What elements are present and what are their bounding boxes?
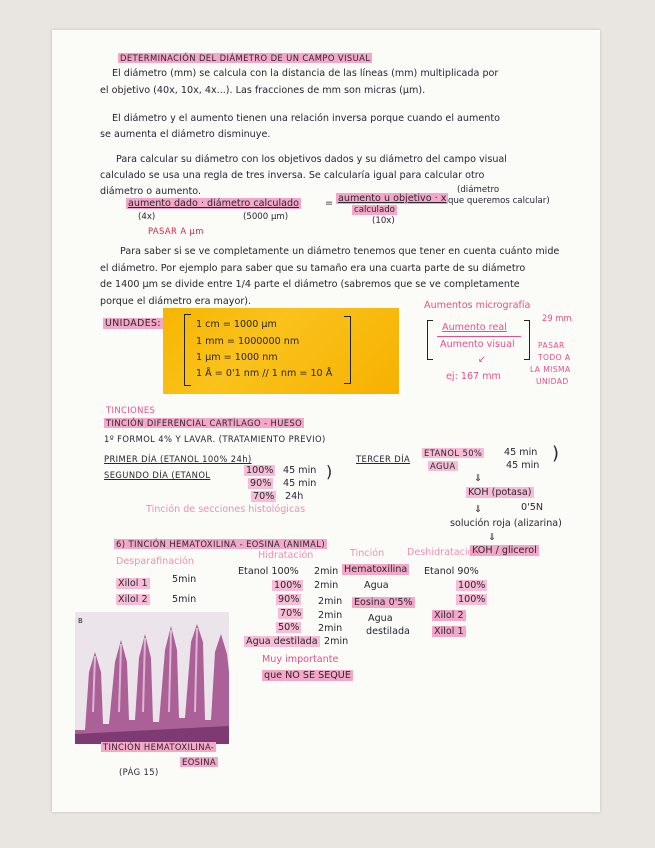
formula-note: que queremos calcular) — [448, 196, 550, 206]
section-title — [118, 52, 372, 64]
paragraph-line: se aumenta el diámetro disminuye. — [100, 129, 271, 140]
reagent: Xilol 1 — [434, 626, 464, 637]
step-cell: Etanol 100% — [238, 566, 299, 577]
sections-title: Tinción de secciones histológicas — [146, 504, 306, 515]
paragraph-line: de 1400 µm se divide entre 1/4 parte el diámetro (sabremos que se ve completamente — [100, 279, 520, 290]
conc: 100% — [246, 465, 274, 476]
step-cell — [244, 636, 320, 648]
step-time: 5min — [172, 594, 197, 605]
units-bracket-right — [344, 316, 351, 384]
formula-equals: = — [325, 198, 334, 209]
dehydration-cell: Etanol 90% — [424, 566, 479, 577]
caption-text: TINCIÓN HEMATOXILINA- — [103, 742, 215, 752]
formula-left — [126, 198, 301, 210]
step-cell — [276, 622, 301, 634]
paragraph-line: Para calcular su diámetro con los objetivos dados y su diámetro del campo visual — [116, 154, 507, 165]
down-arrow-icon: ⇓ — [474, 504, 483, 515]
day-two-time: 45 min — [283, 465, 317, 476]
koh-glycerol — [470, 545, 539, 557]
stain-cell: Agua — [368, 613, 393, 624]
note-mark: PASAR A µm — [148, 226, 204, 236]
formula-sub: (5000 µm) — [243, 212, 289, 222]
reagent: 50% — [278, 622, 300, 633]
he-title-text: 6) TINCIÓN HEMATOXILINA - EOSINA (ANIMAL) — [116, 539, 326, 549]
units-label — [103, 318, 163, 330]
reagent: Xilol 1 — [118, 578, 148, 589]
stain-cell — [342, 564, 409, 576]
day-one: PRIMER DÍA (ETANOL 100% 24h) — [104, 454, 252, 464]
formula-den-text: calculado — [354, 205, 395, 215]
dehydration-cell — [432, 626, 466, 638]
step-time: 2min — [318, 610, 343, 621]
important-text: que NO SE SEQUE — [264, 670, 351, 681]
paragraph-line: El diámetro y el aumento tienen una relación inversa porque cuando el aumento — [112, 113, 500, 124]
magnification-denominator: Aumento visual — [440, 339, 515, 350]
units-line: 1 cm = 1000 µm — [196, 319, 277, 330]
stains-subtitle — [104, 417, 304, 429]
reagent: 100% — [274, 580, 302, 591]
down-arrow-icon: ⇓ — [474, 473, 483, 484]
dehydration-cell — [456, 580, 487, 592]
koh-glycerol-text: KOH / glicerol — [472, 545, 537, 556]
step-time: 2min — [314, 566, 339, 577]
reagent: 100% — [458, 594, 486, 605]
close-bracket: ) — [552, 443, 560, 464]
reagent: Xilol 2 — [118, 594, 148, 605]
figure-caption — [180, 756, 218, 768]
units-bracket-left — [184, 314, 191, 386]
koh-conc: 0'5N — [521, 502, 544, 513]
magnification-bracket-right — [524, 320, 530, 360]
koh-step — [466, 487, 534, 499]
day-three: TERCER DÍA — [356, 454, 411, 464]
reagent: 100% — [458, 580, 486, 591]
dehydration-cell — [432, 610, 466, 622]
magnification-note: UNIDAD — [536, 377, 569, 386]
page-reference: (PÁG 15) — [119, 767, 159, 777]
magnification-bracket-left — [427, 320, 433, 360]
paragraph-line: el diámetro. Por ejemplo para saber que su tamaño era una cuarta parte de su diámetro — [100, 263, 526, 274]
day-three-time: 45 min — [506, 460, 540, 471]
paragraph-line: calculado se usa una regla de tres inversa. Se calcularía igual para calcular otro — [100, 170, 485, 181]
figure-caption — [101, 741, 216, 753]
step-time: 5min — [172, 574, 197, 585]
magnification-numerator: Aumento real — [442, 322, 507, 333]
step-time: 2min — [318, 623, 343, 634]
title-text: DETERMINACIÓN DEL DIÁMETRO DE UN CAMPO VISUAL — [120, 53, 371, 63]
column-header: Tinción — [350, 548, 385, 559]
paragraph-line: porque el diámetro era mayor). — [100, 296, 252, 307]
day-two: SEGUNDO DÍA (ETANOL — [104, 470, 211, 480]
day-three-row — [428, 460, 458, 472]
close-bracket: ) — [326, 462, 333, 481]
day-two-row — [244, 465, 275, 477]
micrograph-image — [75, 612, 229, 744]
conc: ETANOL 50% — [424, 448, 483, 458]
step-time: 2min — [324, 636, 349, 647]
step-time: 2min — [314, 580, 339, 591]
conc: 70% — [253, 491, 275, 502]
magnification-example: ej: 167 mm — [446, 371, 501, 382]
stains-subtitle-text: TINCIÓN DIFERENCIAL CARTÍLAGO - HUESO — [106, 418, 303, 428]
magnification-note: TODO A — [538, 353, 571, 362]
magnification-title: Aumentos micrografía — [424, 300, 531, 311]
magnification-note: LA MISMA — [530, 365, 571, 374]
day-three-row — [422, 447, 484, 459]
day-three-time: 45 min — [504, 447, 538, 458]
day-two-time: 24h — [285, 491, 304, 502]
important-note: Muy importante — [262, 654, 339, 665]
stains-step: 1º FORMOL 4% Y LAVAR. (TRATAMIENTO PREVIO) — [104, 434, 326, 444]
reagent: Hematoxilina — [344, 564, 408, 575]
paragraph-line: el objetivo (40x, 10x, 4x...). Las fracciones de mm son micras (µm). — [100, 85, 426, 96]
units-line: 1 µm = 1000 nm — [196, 352, 278, 363]
step-cell — [276, 594, 301, 606]
stain-cell: destilada — [366, 626, 410, 637]
important-note — [262, 670, 353, 682]
stain-cell — [352, 597, 415, 609]
down-arrow-icon: ⇓ — [488, 532, 497, 543]
units-label-text: UNIDADES: — [105, 318, 161, 329]
magnification-note: PASAR — [538, 341, 565, 350]
paragraph-line: El diámetro (mm) se calcula con la distancia de las líneas (mm) multiplicada por — [112, 68, 499, 79]
formula-note: (diámetro — [457, 185, 500, 195]
column-header: Hidratación — [258, 550, 314, 561]
solution-step: solución roja (alizarina) — [450, 518, 562, 529]
arrow-icon: ↙ — [478, 354, 487, 365]
koh-text: KOH (potasa) — [468, 487, 532, 498]
dehydration-cell — [456, 594, 487, 606]
formula-sub: (10x) — [372, 216, 395, 226]
column-header: Deshidratación — [407, 547, 480, 558]
column-header: Desparafinación — [116, 556, 194, 567]
fraction-bar — [437, 336, 521, 337]
step-cell — [278, 608, 303, 620]
stain-cell: Agua — [364, 580, 389, 591]
formula-left-text: aumento dado · diámetro calculado — [128, 198, 300, 209]
day-two-time: 45 min — [283, 478, 317, 489]
stains-title: TINCIONES — [106, 405, 156, 415]
step-time: 2min — [318, 596, 343, 607]
he-title — [114, 538, 327, 550]
day-two-row — [251, 491, 276, 503]
units-line: 1 mm = 1000000 nm — [196, 336, 300, 347]
step-cell — [116, 578, 150, 590]
reagent: Agua destilada — [246, 636, 318, 647]
reagent: 70% — [280, 608, 302, 619]
step-cell — [272, 580, 303, 592]
formula-sub: (4x) — [138, 212, 156, 222]
figure-letter: B — [78, 617, 83, 625]
units-line: 1 Å = 0'1 nm // 1 nm = 10 Å — [196, 368, 333, 379]
paragraph-line: Para saber si se ve completamente un diámetro tenemos que tener en cuenta cuánto mide — [120, 246, 560, 257]
reagent: Xilol 2 — [434, 610, 464, 621]
step-cell — [116, 594, 150, 606]
conc: 90% — [250, 478, 272, 489]
conc: AGUA — [430, 461, 456, 471]
magnification-result: 29 mm — [542, 313, 572, 323]
formula-num-text: aumento u objetivo · x — [338, 193, 447, 204]
paragraph-line: diámetro o aumento. — [100, 186, 202, 197]
day-two-row — [248, 478, 273, 490]
caption-text: EOSINA — [182, 757, 217, 767]
villi-illustration — [75, 612, 229, 744]
reagent: Eosina 0'5% — [354, 597, 413, 608]
reagent: 90% — [278, 594, 300, 605]
